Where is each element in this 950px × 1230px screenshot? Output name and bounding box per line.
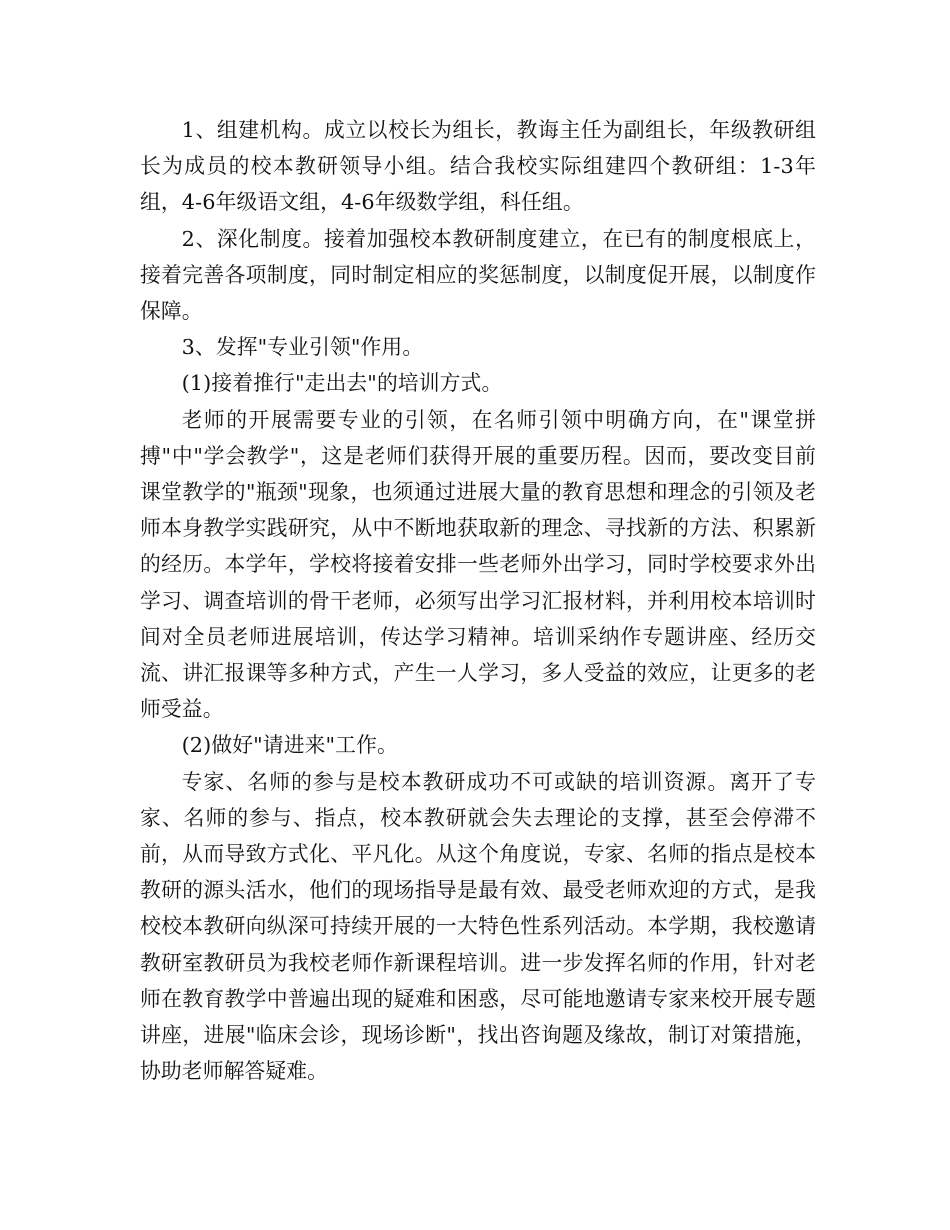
- paragraph-system: 2、深化制度。接着加强校本教研制度建立，在已有的制度根底上，接着完善各项制度，同时制定相应的奖惩制度，以制度促开展，以制度作保障。: [140, 226, 816, 324]
- document-body: [140, 112, 816, 1089]
- paragraph-professional-guidance: 3、发挥"专业引领"作用。: [181, 335, 424, 360]
- paragraph-invite-body: 专家、名师的参与是校本教研成功不可或缺的培训资源。离开了专家、名师的参与、指点，校本教研就会失去理论的支撑，甚至会停滞不前，从而导致方式化、平凡化。从这个角度说，专家、名师的指点是校本教研的源头活水，他们的现场指导是最有效、最受老师欢迎的方式，是我校校本教研向纵深可持续开展的一大特色性系列活动。本学期，我校邀请教研室教研员为我校老师作新课程培训。进一步发挥名师的作用，针对老师在教育教学中普遍出现的疑难和困惑，尽可能地邀请专家来校开展专题讲座，进展"临床会诊，现场诊断"，找出咨询题及缘故，制订对策措施，协助老师解答疑难。: [140, 769, 816, 1084]
- paragraph-invite-heading: (2)做好"请进来"工作。: [181, 733, 398, 758]
- paragraph-organization: 1、组建机构。成立以校长为组长，教诲主任为副组长，年级教研组长为成员的校本教研领导小组。结合我校实际组建四个教研组：1-3年组，4-6年级语文组，4-6年级数学组，科任组。: [140, 118, 816, 215]
- paragraph-go-out-heading: (1)接着推行"走出去"的培训方式。: [181, 371, 503, 396]
- paragraph-go-out-body: 老师的开展需要专业的引领，在名师引领中明确方向，在"课堂拼搏"中"学会教学"，这是老师们获得开展的重要历程。因而，要改变目前课堂教学的"瓶颈"现象，也须通过进展大量的教育思想和理念的引领及老师本身教学实践研究，从中不断地获取新的理念、寻找新的方法、积累新的经历。本学年，学校将接着安排一些老师外出学习，同时学校要求外出学习、调查培训的骨干老师，必须写出学习汇报材料，并利用校本培训时间对全员老师进展培训，传达学习精神。培训采纳作专题讲座、经历交流、讲汇报课等多种方式，产生一人学习，多人受益的效应，让更多的老师受益。: [140, 407, 816, 722]
